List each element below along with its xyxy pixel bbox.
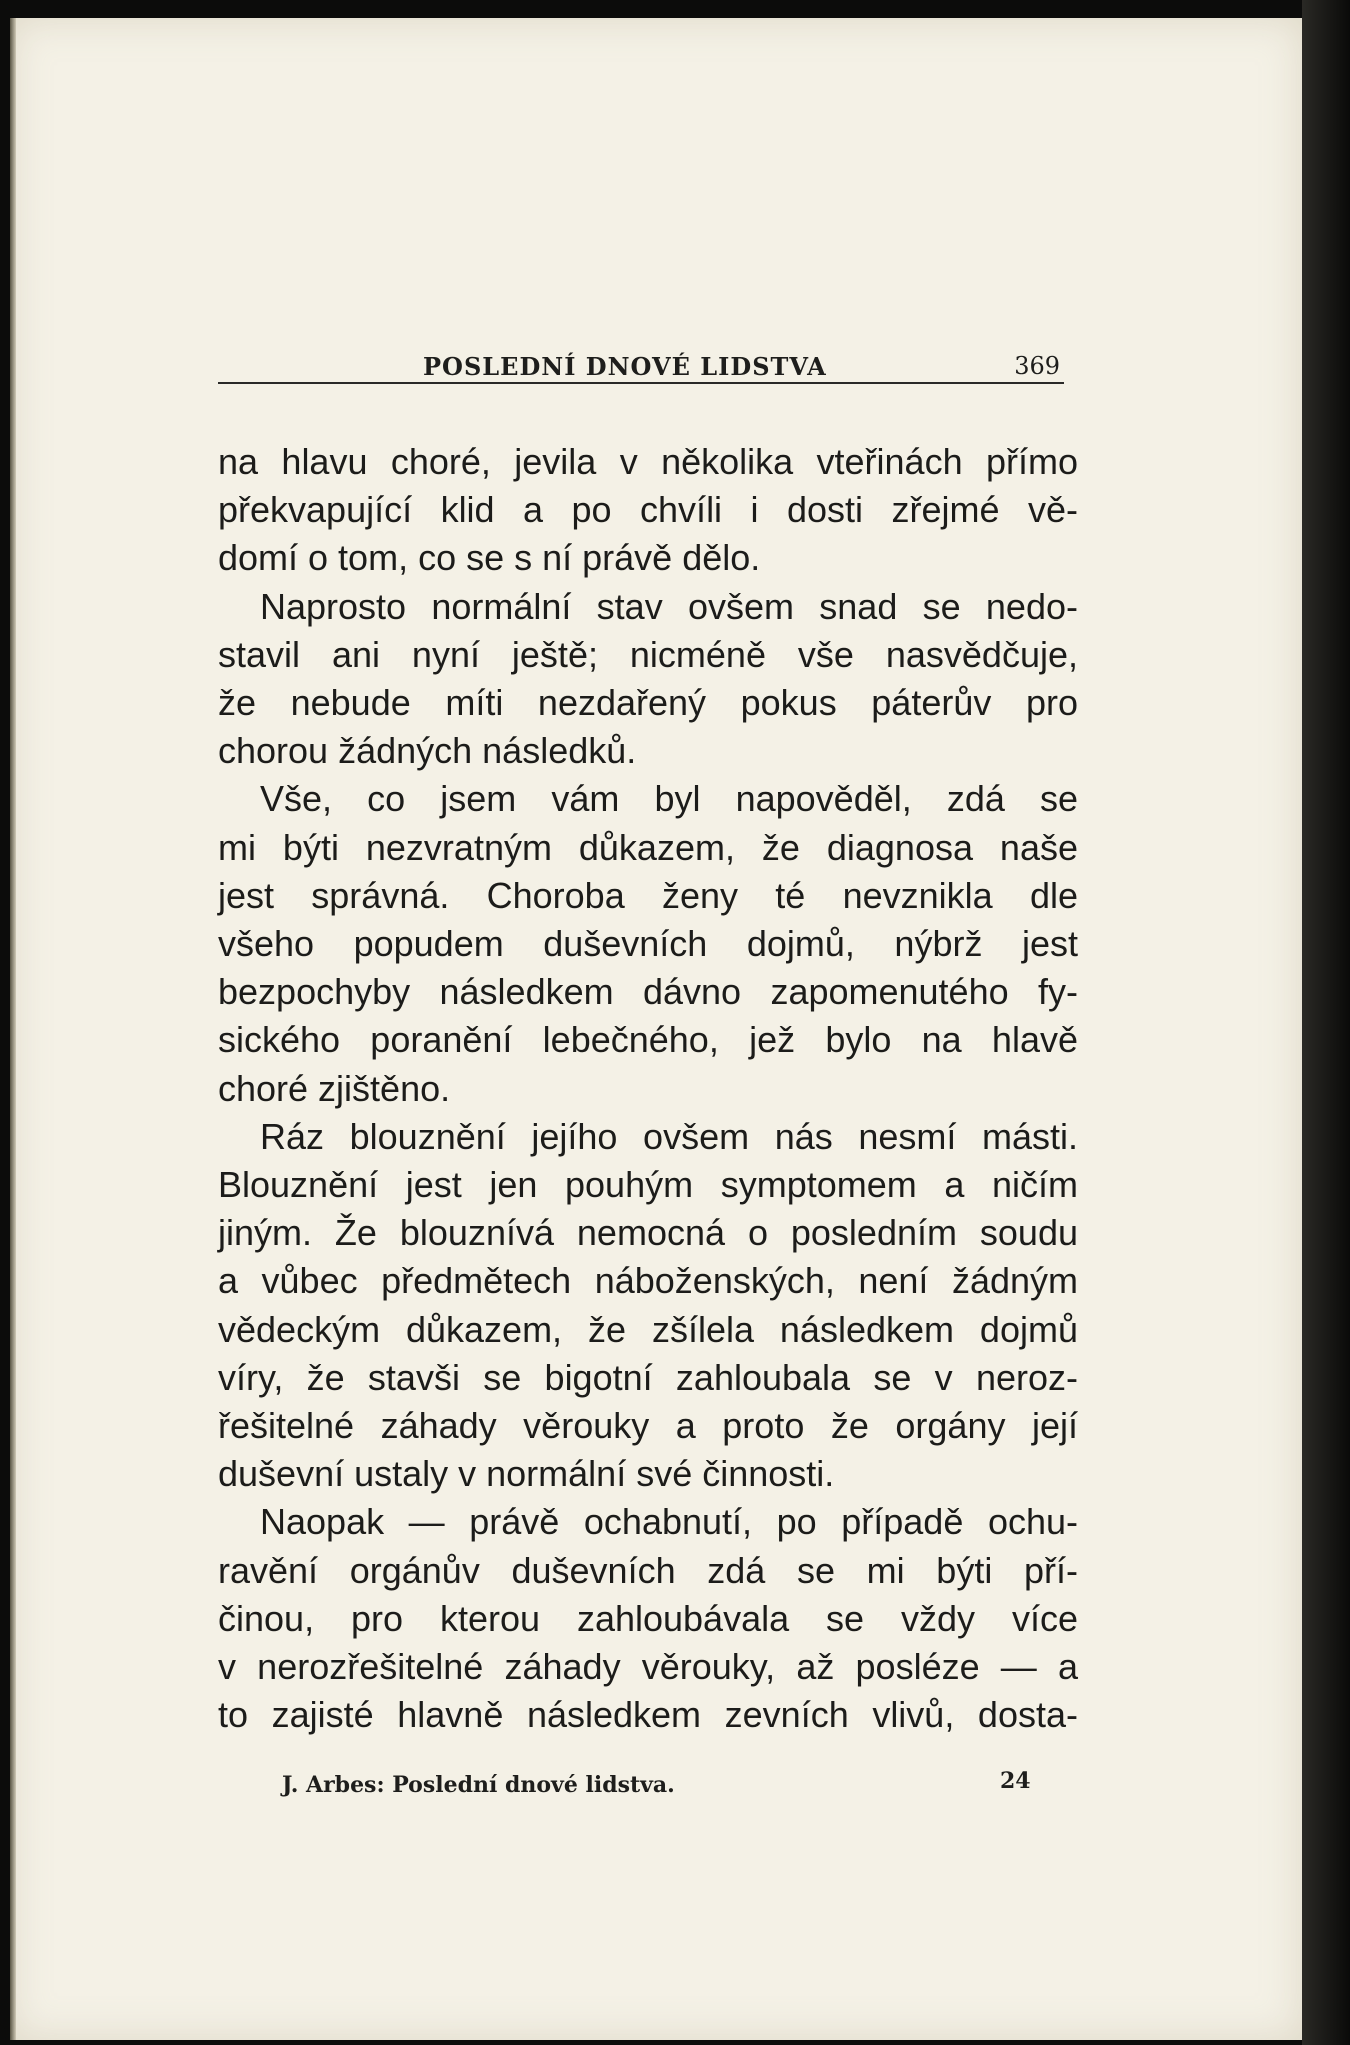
text-line: Ráz blouznění jejího ovšem nás nesmí másti. [260, 1115, 1078, 1157]
text-line: víry, že stavši se bigotní zahloubala se v neroz- [218, 1356, 1078, 1398]
page-gutter [10, 18, 16, 2040]
text-line: ravění orgánův duševních zdá se mi býti pří- [218, 1549, 1078, 1591]
footer-signature: J. Arbes: Poslední dnové lidstva. [282, 1772, 675, 1798]
page-number: 369 [1014, 352, 1060, 380]
text-line: řešitelné záhady věrouky a proto že orgány její [218, 1405, 1078, 1447]
text-line: jiným. Že blouznívá nemocná o posledním soudu [218, 1212, 1078, 1254]
text-line: v nerozřešitelné záhady věrouky, až posléze — a [218, 1646, 1078, 1688]
text-line: a vůbec předmětech náboženských, není žádným [218, 1260, 1078, 1302]
text-line: choré zjištěno. [218, 1067, 451, 1109]
text-line: jest správná. Choroba ženy té nevznikla dle [218, 874, 1078, 916]
body-text [218, 438, 1078, 1739]
text-line: mi býti nezvratným důkazem, že diagnosa naše [218, 826, 1078, 868]
running-title: POSLEDNÍ DNOVÉ LIDSTVA [423, 352, 827, 381]
sheet-number: 24 [1000, 1768, 1031, 1794]
text-line: bezpochyby následkem dávno zapomenutého fy- [218, 971, 1078, 1013]
text-line: domí o tom, co se s ní právě dělo. [218, 537, 761, 579]
text-line: na hlavu choré, jevila v několika vteřinách přímo [218, 441, 1078, 482]
text-line: Vše, co jsem vám byl napověděl, zdá se [260, 778, 1078, 820]
text-line: činou, pro kterou zahloubávala se vždy více [218, 1597, 1078, 1639]
text-line: to zajisté hlavně následkem zevních vlivů, dosta- [218, 1694, 1078, 1736]
text-line: že nebude míti nezdařený pokus páterův pro [218, 682, 1078, 724]
text-line: sického poranění lebečného, jež bylo na hlavě [218, 1019, 1078, 1061]
running-head [218, 352, 1064, 384]
text-line: duševní ustaly v normální své činnosti. [218, 1453, 835, 1495]
text-line: stavil ani nyní ještě; nicméně vše nasvědčuje, [218, 633, 1078, 675]
text-line: vědeckým důkazem, že zšílela následkem dojmů [218, 1308, 1078, 1350]
text-line: překvapující klid a po chvíli i dosti zřejmé vě- [218, 489, 1078, 531]
scan-background [1302, 0, 1350, 2045]
text-line: všeho popudem duševních dojmů, nýbrž jest [218, 923, 1078, 965]
text-line: Naprosto normální stav ovšem snad se nedo- [260, 585, 1078, 627]
text-line: Blouznění jest jen pouhým symptomem a ničím [218, 1164, 1078, 1206]
text-line: Naopak — právě ochabnutí, po případě ochu- [260, 1501, 1078, 1543]
text-line: chorou žádných následků. [218, 730, 637, 772]
